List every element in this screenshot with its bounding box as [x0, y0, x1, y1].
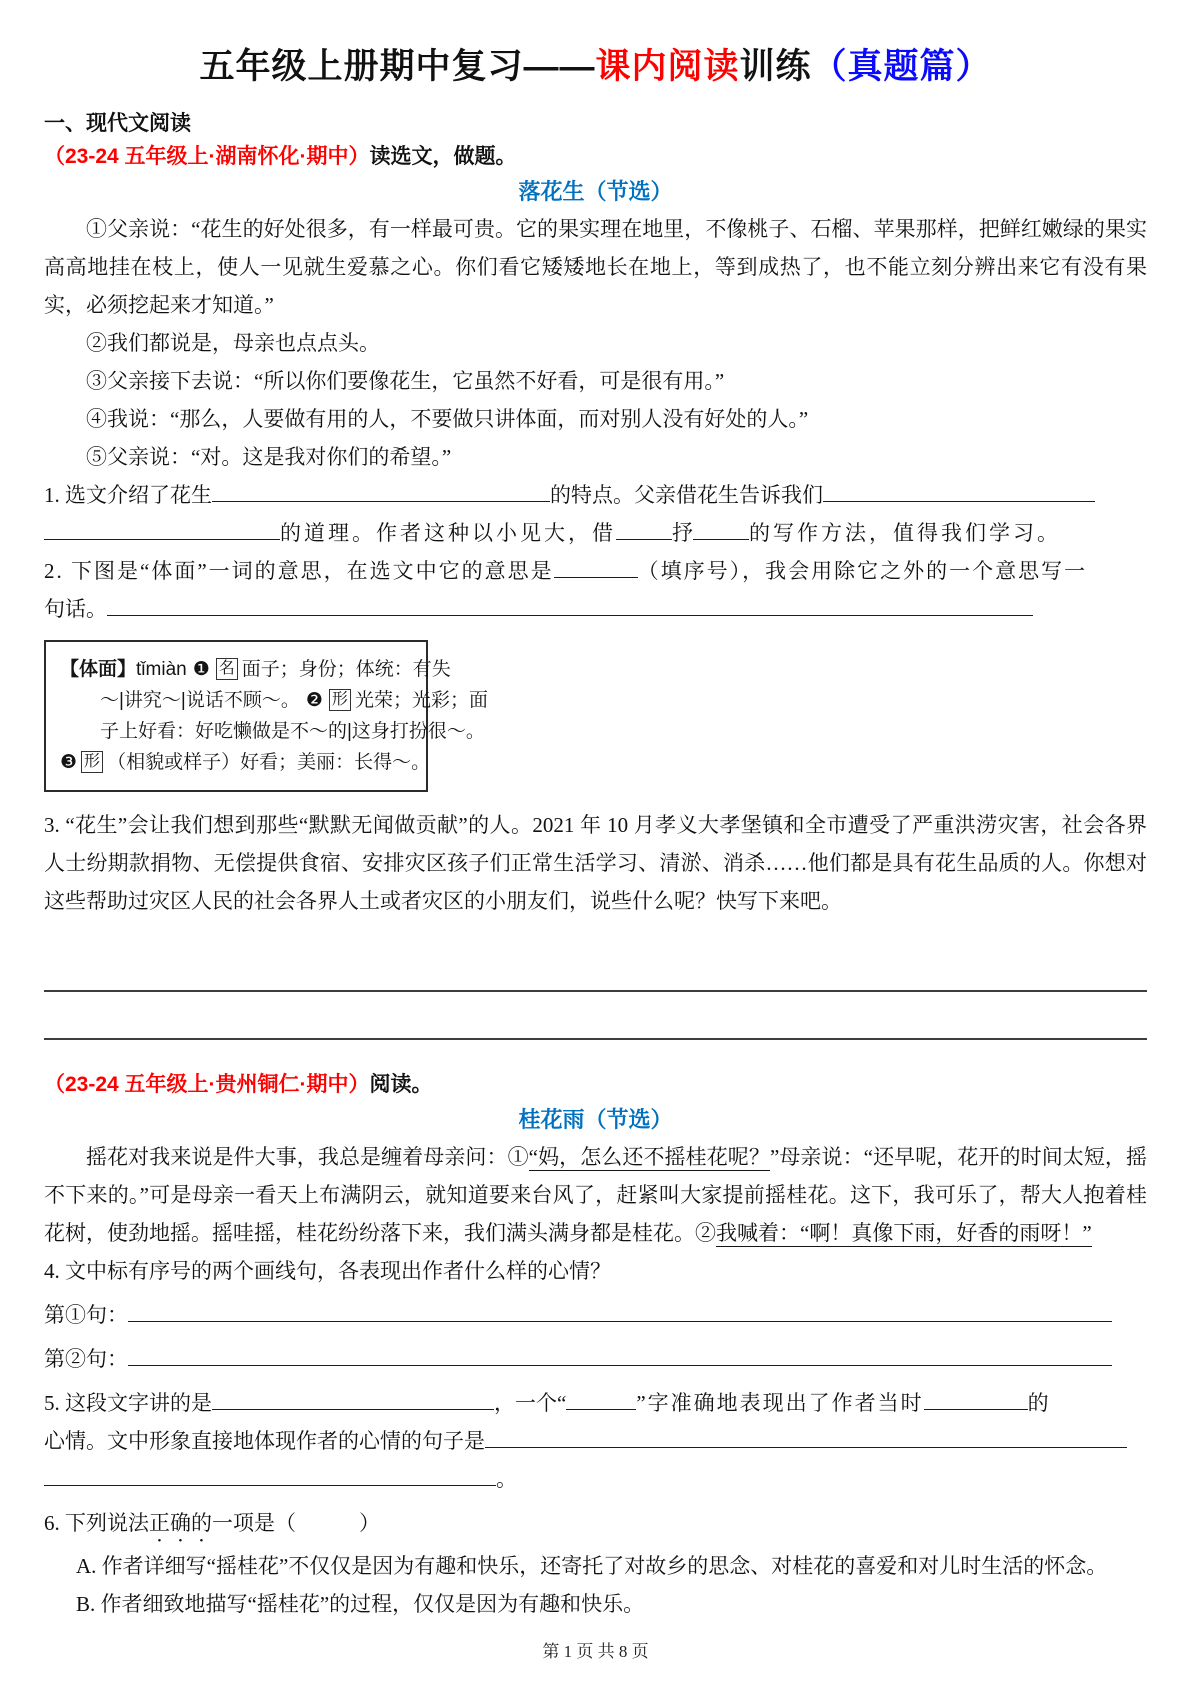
question-1-line-1	[44, 476, 1147, 514]
answer-blank	[212, 1388, 494, 1410]
answer-blank	[924, 1388, 1028, 1410]
question-6-text: 一项是（ ）	[212, 1511, 380, 1535]
question-2-text: 2. 下图是“体面”一词的意思，在选文中它的意思是	[44, 559, 554, 583]
sentence-2-number: ②	[695, 1221, 716, 1245]
reading2-text: 摇花对我来说是件大事，我总是缠着母亲问：①	[86, 1145, 529, 1169]
dictionary-line-4	[60, 747, 431, 778]
page-footer: 第 1 页 共 8 页	[542, 1642, 649, 1661]
sense-1-definition: 面子；身份；体统：有失	[241, 659, 451, 680]
question-1-text: 的特点。父亲借花生告诉我们	[550, 483, 823, 507]
title-red: 课内阅读	[595, 47, 740, 86]
question-2-line-1	[44, 552, 1147, 590]
question-6-option-a: A. 作者详细写“摇桂花”不仅仅是因为有趣和快乐，还寄托了对故乡的思念、对桂花的喜爱和对儿时生活的怀念。	[76, 1554, 1108, 1578]
answer-blank	[823, 480, 1095, 502]
question-2-line-2	[44, 590, 1147, 628]
dictionary-line-2	[60, 685, 488, 716]
reading2-passage-title: 桂花雨（节选）	[518, 1107, 673, 1132]
reading1-source: （23-24 五年级上·湖南怀化·期中）	[44, 145, 370, 168]
question-1-text: 抒	[672, 521, 693, 545]
sense-2-number: ❷	[305, 690, 323, 711]
answer-blank	[212, 480, 550, 502]
question-1-text: 1. 选文介绍了花生	[44, 483, 212, 507]
title-black-1: 五年级上册期中复习——	[199, 47, 596, 86]
question-6-emphasized-text: 正确的	[149, 1511, 212, 1535]
section-heading: 一、现代文阅读	[44, 112, 191, 135]
answer-blank	[485, 1426, 1127, 1448]
sense-2-definition: 光荣；光彩；面	[354, 690, 488, 711]
reading1-paragraph-2: ②我们都说是，母亲也点点头。	[86, 331, 380, 355]
underlined-sentence-1: “妈，怎么还不摇桂花呢？	[528, 1145, 770, 1169]
sentence-2-label: 第②句：	[44, 1347, 128, 1371]
title-blue: （真题篇）	[811, 47, 992, 86]
reading2-source: （23-24 五年级上·贵州铜仁·期中）	[44, 1073, 370, 1096]
question-6-stem	[44, 1504, 1147, 1547]
question-5	[44, 1384, 1147, 1498]
reading1-paragraph-4: ④我说：“那么，人要做有用的人，不要做只讲体面，而对别人没有好处的人。”	[86, 407, 809, 431]
question-6-text: 6. 下列说法	[44, 1511, 149, 1535]
answer-line	[44, 992, 1147, 1040]
question-2-text: 句话。	[44, 597, 107, 621]
dictionary-headword: 【体面】	[60, 659, 137, 680]
question-5-line-2	[44, 1422, 1147, 1460]
reading1-paragraph-1: ①父亲说：“花生的好处很多，有一样最可贵。它的果实理在地里，不像桃子、石榴、苹果那样，把鲜红嫩绿的果实高高地挂在枝上，使人一见就生爱慕之心。你们看它矮矮地长在地上，等到成热了，也不能立刻分辨出来它有没有果实，必须挖起来才知道。”	[44, 217, 1147, 317]
question-2-text: （填序号），我会用除它之外的一个意思写一	[637, 559, 1088, 583]
page-title	[44, 40, 1147, 94]
question-1-line-2	[44, 514, 1147, 552]
reading1-source-line	[44, 140, 1147, 174]
reading2-source-line	[44, 1068, 1147, 1102]
answer-blank	[566, 1388, 636, 1410]
answer-blank	[44, 518, 280, 540]
question-5-text: 5. 这段文字讲的是	[44, 1391, 212, 1415]
answer-lines	[44, 944, 1147, 1040]
answer-line	[44, 944, 1147, 992]
question-5-line-1	[44, 1384, 1147, 1422]
reading1-instruction: 读选文，做题。	[369, 145, 517, 168]
title-black-2: 训练	[739, 47, 812, 86]
pos-tag-adjective: 形	[81, 751, 103, 773]
question-5-text: 的	[1027, 1391, 1049, 1415]
sense-1-number: ❶	[192, 659, 210, 680]
dictionary-line-1	[60, 654, 451, 685]
question-1-text: 的道理。作者这种以小见大，借	[280, 521, 616, 545]
reading1-paragraph-3: ③父亲接下去说：“所以你们要像花生，它虽然不好看，可是很有用。”	[86, 369, 725, 393]
pos-tag-noun: 名	[216, 658, 238, 680]
reading2-instruction: 阅读。	[369, 1073, 433, 1096]
sense-1-examples: ～|讲究～|说话不顾～。	[100, 690, 300, 711]
question-1-text: 的写作方法，值得我们学习。	[749, 521, 1061, 545]
answer-blank	[128, 1300, 1112, 1322]
question-1	[44, 476, 1147, 552]
question-4-answer-1	[44, 1296, 1147, 1334]
question-6-option-b: B. 作者细致地描写“摇桂花”的过程，仅仅是因为有趣和快乐。	[76, 1592, 645, 1616]
reading1-paragraph-5: ⑤父亲说：“对。这是我对你们的希望。”	[86, 445, 452, 469]
dictionary-line-3	[60, 716, 485, 747]
answer-blank	[554, 556, 638, 578]
underlined-sentence-2: 我喊着：“啊！真像下雨，好香的雨呀！”	[716, 1221, 1092, 1245]
reading2-paragraph	[44, 1138, 1147, 1252]
answer-blank	[107, 594, 1033, 616]
answer-blank	[128, 1344, 1112, 1366]
question-5-text: ，一个“	[494, 1391, 567, 1415]
question-5-text: 心情。文中形象直接地体现作者的心情的句子是	[44, 1429, 485, 1453]
question-4-answer-2	[44, 1340, 1147, 1378]
question-5-text: 。	[496, 1467, 517, 1491]
question-6	[44, 1504, 1147, 1623]
question-5-text: ”字准确地表现出了作者当时	[636, 1391, 924, 1415]
question-5-line-3	[44, 1460, 1147, 1498]
question-4: 4. 文中标有序号的两个画线句，各表现出作者什么样的心情？	[44, 1259, 611, 1283]
reading1-passage-title: 落花生（节选）	[518, 179, 673, 204]
sentence-1-label: 第①句：	[44, 1303, 128, 1327]
answer-blank	[616, 518, 672, 540]
pos-tag-adjective: 形	[329, 689, 351, 711]
reading2-text: ”母亲说：“还早呢，花开的时间太短，摇不下来的。”可是母亲一看天上布满阴云，就知道要来台风了，赶紧叫大家提前摇桂花。这下，我可乐了，帮大人抱着桂花树，使劲地摇。摇哇摇，桂花纷纷落下来，我们满头满身都是桂花。	[44, 1145, 1148, 1245]
sense-2-continued: 子上好看：好吃懒做是不～的|这身打扮很～。	[100, 721, 485, 742]
answer-blank	[44, 1464, 496, 1486]
dictionary-box	[44, 640, 488, 792]
question-3: 3. “花生”会让我们想到那些“默默无闻做贡献”的人。2021 年 10 月孝义大孝堡镇和全市遭受了严重洪涝灾害，社会各界人士纷期款捐物、无偿提供食宿、安排灾区孩子们正常生活学习、清淤、消杀……他们都是具有花生品质的人。你想对这些帮助过灾区人民的社会各界人土或者灾区的小朋友们，说些什么呢？快写下来吧。	[44, 813, 1147, 913]
sense-3-definition: （相貌或样子）好看；美丽：长得～。	[107, 752, 431, 773]
dictionary-pinyin: tǐmiàn	[136, 659, 187, 680]
answer-blank	[693, 518, 749, 540]
sense-3-number: ❸	[60, 752, 78, 773]
question-2	[44, 552, 1147, 628]
